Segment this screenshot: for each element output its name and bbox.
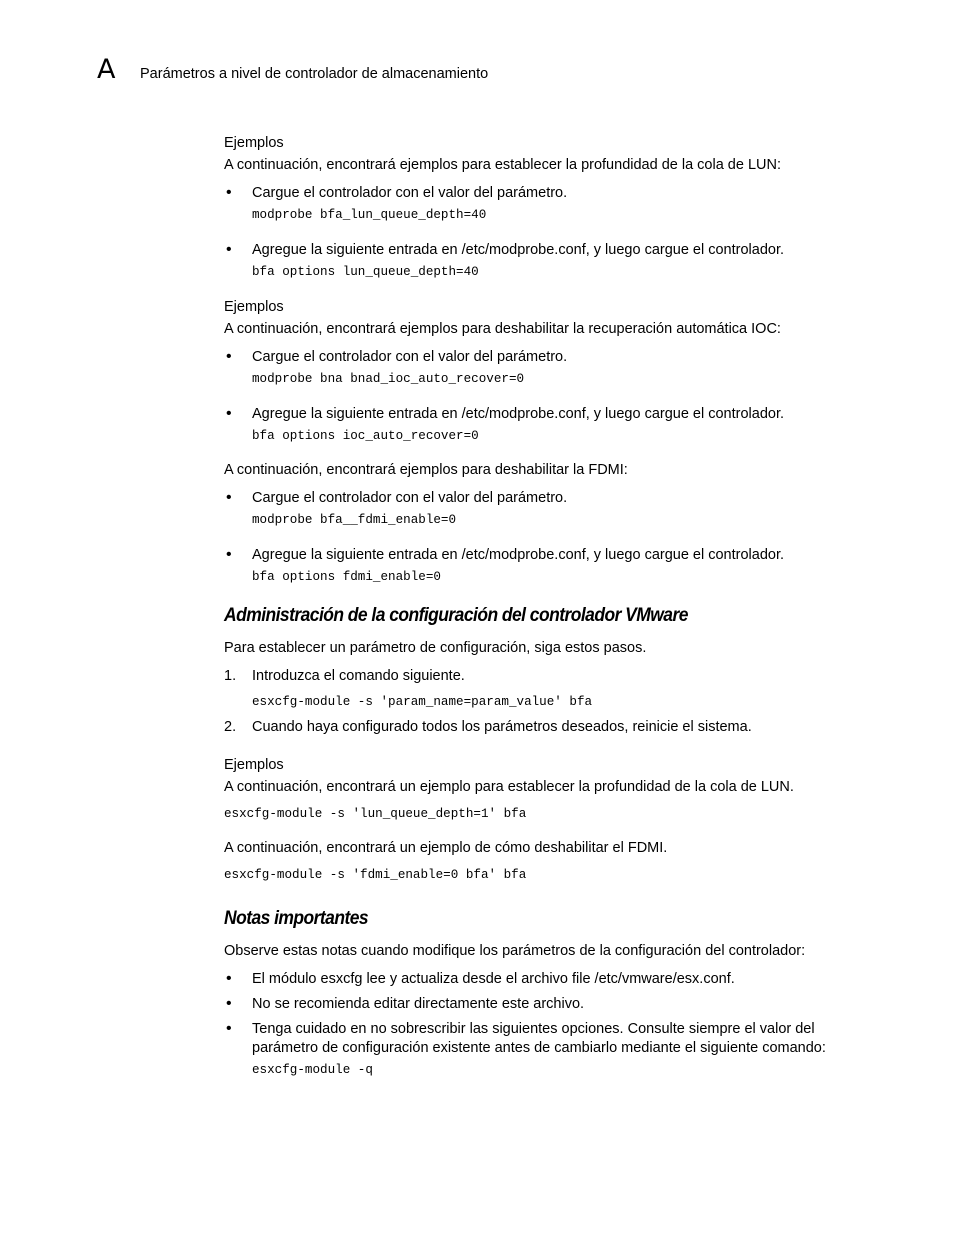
step-number: 1.: [224, 668, 237, 684]
code-line: esxcfg-module -s 'fdmi_enable=0 bfa' bfa: [224, 868, 527, 882]
step-text: Cuando haya configurado todos los parámetros deseados, reinicie el sistema.: [252, 719, 752, 735]
bullet-text: El módulo esxcfg lee y actualiza desde el archivo file /etc/vmware/esx.conf.: [252, 971, 735, 987]
bullet-item: [224, 348, 864, 367]
bullet-item: [224, 1020, 864, 1058]
bullet-text: Tenga cuidado en no sobrescribir las siguientes opciones. Consulte siempre el valor del parámetro de configuración existente antes de cambiarlo mediante el siguiente comando:: [252, 1021, 826, 1056]
numbered-step: [224, 667, 864, 686]
examples-intro-1: A continuación, encontrará ejemplos para establecer la profundidad de la cola de LUN:: [224, 157, 781, 173]
code-line: modprobe bfa_lun_queue_depth=40: [252, 208, 487, 222]
bullet-text: Agregue la siguiente entrada en /etc/modprobe.conf, y luego cargue el controlador.: [252, 547, 785, 563]
bullet-text: Cargue el controlador con el valor del parámetro.: [252, 185, 568, 201]
bullet-item: [224, 970, 864, 989]
bullet-glyph: •: [226, 241, 232, 258]
bullet-text: Cargue el controlador con el valor del parámetro.: [252, 349, 568, 365]
bullet-glyph: •: [226, 405, 232, 422]
code-line: bfa options ioc_auto_recover=0: [252, 429, 479, 443]
code-line: bfa options lun_queue_depth=40: [252, 265, 479, 279]
examples-heading-2: Ejemplos: [224, 299, 284, 315]
running-header-title: Parámetros a nivel de controlador de almacenamiento: [140, 66, 489, 82]
bullet-glyph: •: [226, 546, 232, 563]
step-number: 2.: [224, 719, 237, 735]
bullet-glyph: •: [226, 970, 232, 987]
code-line: esxcfg-module -s 'lun_queue_depth=1' bfa: [224, 807, 527, 821]
examples-heading-1: Ejemplos: [224, 135, 284, 151]
bullet-item: [224, 241, 864, 260]
bullet-glyph: •: [226, 995, 232, 1012]
examples-intro-2: A continuación, encontrará ejemplos para deshabilitar la recuperación automática IOC:: [224, 321, 781, 337]
bullet-item: [224, 184, 864, 203]
bullet-text: Agregue la siguiente entrada en /etc/modprobe.conf, y luego cargue el controlador.: [252, 242, 785, 258]
numbered-step: [224, 718, 864, 737]
code-line: modprobe bfa__fdmi_enable=0: [252, 513, 457, 527]
bullet-item: [224, 546, 864, 565]
vmware-section-title: Administración de la configuración del controlador VMware: [224, 605, 688, 626]
bullet-text: Agregue la siguiente entrada en /etc/modprobe.conf, y luego cargue el controlador.: [252, 406, 785, 422]
notes-intro: Observe estas notas cuando modifique los parámetros de la configuración del controlador:: [224, 943, 806, 959]
code-line: esxcfg-module -q: [252, 1063, 373, 1077]
bullet-glyph: •: [226, 348, 232, 365]
bullet-text: Cargue el controlador con el valor del parámetro.: [252, 490, 568, 506]
code-line: esxcfg-module -s 'param_name=param_value' bfa: [252, 695, 593, 709]
code-line: bfa options fdmi_enable=0: [252, 570, 441, 584]
bullet-glyph: •: [226, 1020, 232, 1037]
notes-section-title: Notas importantes: [224, 908, 369, 929]
bullet-item: [224, 995, 864, 1014]
bullet-text: No se recomienda editar directamente este archivo.: [252, 996, 585, 1012]
vmware-intro: Para establecer un parámetro de configuración, siga estos pasos.: [224, 640, 647, 656]
appendix-letter: A: [97, 54, 115, 85]
bullet-item: [224, 489, 864, 508]
fdmi-intro: A continuación, encontrará ejemplos para deshabilitar la FDMI:: [224, 462, 628, 478]
vmware-example-1-text: A continuación, encontrará un ejemplo para establecer la profundidad de la cola de LUN.: [224, 779, 794, 795]
bullet-glyph: •: [226, 489, 232, 506]
code-line: modprobe bna bnad_ioc_auto_recover=0: [252, 372, 525, 386]
step-text: Introduzca el comando siguiente.: [252, 668, 465, 684]
bullet-glyph: •: [226, 184, 232, 201]
bullet-item: [224, 405, 864, 424]
vmware-example-2-text: A continuación, encontrará un ejemplo de cómo deshabilitar el FDMI.: [224, 840, 668, 856]
examples-heading-3: Ejemplos: [224, 757, 284, 773]
body-content: [224, 134, 864, 1078]
